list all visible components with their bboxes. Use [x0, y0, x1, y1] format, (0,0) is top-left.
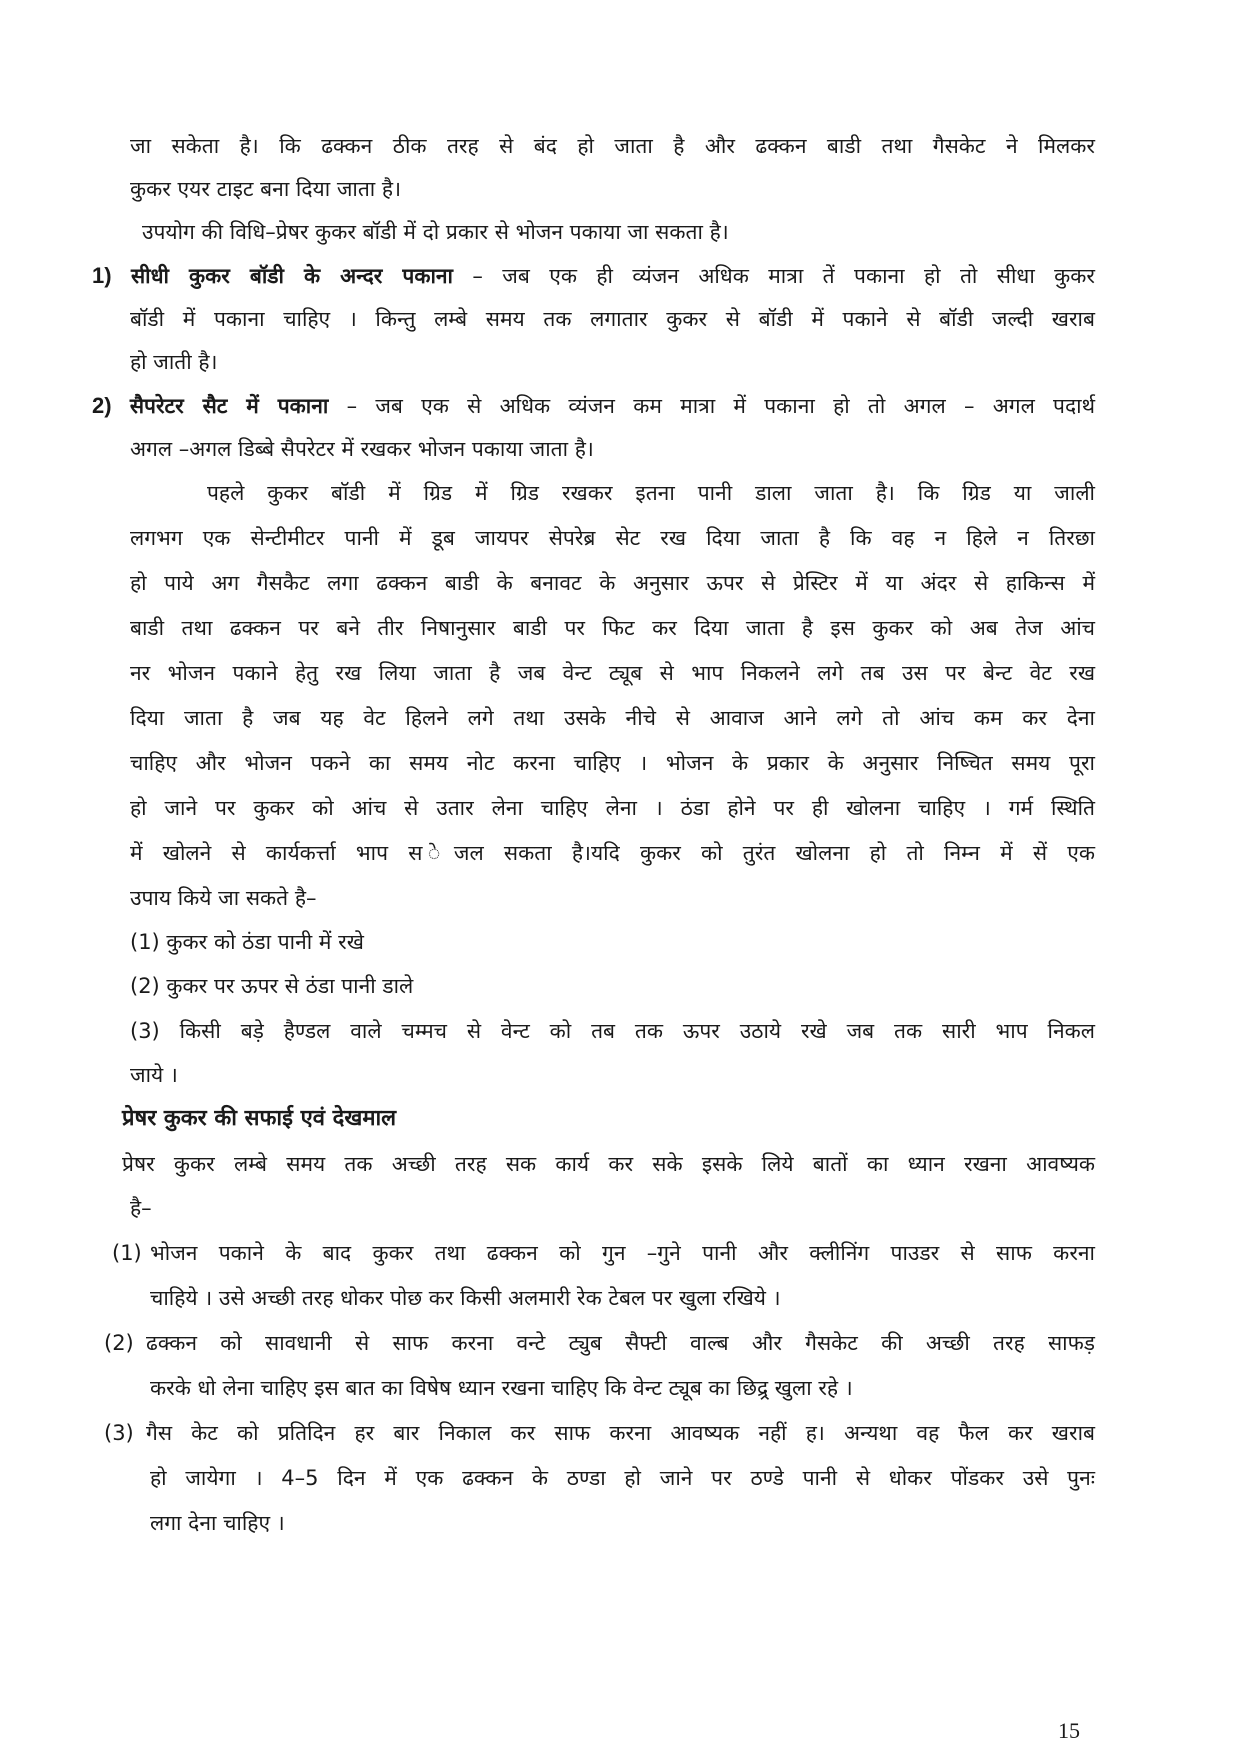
paragraph-line: बाडी तथा ढक्कन पर बने तीर निषानुसार बाडी पर फिट कर दिया जाता है इस कुकर को अब तेज आंच	[130, 616, 1095, 640]
section-heading: प्रेषर कुकर की सफाई एवं देखमाल	[122, 1106, 397, 1131]
care-item: ढक्कन को सावधानी से साफ करना वन्टे ट्युब सैफ्टी वाल्ब और गैसकेट की अच्छी तरह साफड़	[146, 1331, 1095, 1355]
paragraph-line: नर भोजन पकाने हेतु रख लिया जाता है जब वेन्ट ट्यूब से भाप निकलने लगे तब उस पर बेन्ट वेट रख	[130, 661, 1095, 685]
paragraph-line: दिया जाता है जब यह वेट हिलने लगे तथा उसके नीचे से आवाज आने लगे तो आंच कम कर देना	[130, 706, 1095, 730]
care-number: (2)	[104, 1331, 134, 1355]
text-line: बॉडी में पकाना चाहिए । किन्तु लम्बे समय तक लगातार कुकर से बॉडी में पकाने से बॉडी जल्दी खराब	[130, 307, 1095, 331]
paragraph-line: पहले कुकर बॉडी में ग्रिड में ग्रिड रखकर इतना पानी डाला जाता है। कि ग्रिड या जाली	[207, 481, 1095, 505]
care-number: (1)	[112, 1241, 142, 1265]
care-item: भोजन पकाने के बाद कुकर तथा ढक्कन को गुन –गुने पानी और क्लीनिंग पाउडर से साफ करना	[150, 1241, 1095, 1265]
paragraph-line: चाहिए और भोजन पकने का समय नोट करना चाहिए । भोजन के प्रकार के अनुसार निष्चित समय पूरा	[130, 751, 1095, 775]
text-line: कुकर एयर टाइट बना दिया जाता है।	[130, 177, 402, 201]
list-heading: सैपरेटर सैट में पकाना	[129, 394, 329, 418]
list-item-1	[92, 261, 1095, 291]
text-line: हो जाती है।	[130, 350, 218, 374]
page-number: 15	[1058, 1718, 1080, 1743]
step-item: (3) किसी बड़े हैण्डल वाले चम्मच से वेन्ट को तब तक ऊपर उठाये रखे जब तक सारी भाप निकल	[130, 1019, 1095, 1043]
care-item: गैस केट को प्रतिदिन हर बार निकाल कर साफ करना आवष्यक नहीं ह। अन्यथा वह फैल कर खराब	[146, 1421, 1095, 1445]
paragraph-line: उपाय किये जा सकते है–	[130, 886, 317, 910]
text-line: अगल –अगल डिब्बे सैपरेटर में रखकर भोजन पकाया जाता है।	[130, 437, 594, 461]
list-number: 1)	[92, 263, 112, 288]
list-heading: सीधी कुकर बॉडी के अन्दर पकाना	[130, 264, 453, 288]
text-line: जा सकेता है। कि ढक्कन ठीक तरह से बंद हो जाता है और ढक्कन बाडी तथा गैसकेट ने मिलकर	[130, 134, 1095, 158]
care-item: करके धो लेना चाहिए इस बात का विषेष ध्यान रखना चाहिए कि वेन्ट ट्यूब का छिद्र्र खुला रहे ।	[150, 1376, 853, 1400]
paragraph-line: में खोलने से कार्यकर्त्ता भाप स ेजल सकता है।यदि कुकर को तुरंत खोलना हो तो निम्न में सें एक	[130, 841, 1095, 865]
paragraph-line: हो पाये अग गैसकैट लगा ढक्कन बाडी के बनावट के अनुसार ऊपर से प्रेस्टिर में या अंदर से हाकिन्स में	[130, 571, 1095, 595]
list-number: 2)	[92, 393, 112, 418]
step-item: (1) कुकर को ठंडा पानी में रखे	[130, 930, 364, 954]
paragraph-line: लगभग एक सेन्टीमीटर पानी में डूब जायपर सेपरेब्र सेट रख दिया जाता है कि वह न हिले न तिरछा	[130, 526, 1095, 550]
care-item: लगा देना चाहिए ।	[150, 1511, 285, 1535]
care-number: (3)	[104, 1421, 134, 1445]
section-intro: है–	[130, 1196, 152, 1220]
step-item: (2) कुकर पर ऊपर से ठंडा पानी डाले	[130, 974, 414, 998]
section-intro: प्रेषर कुकर लम्बे समय तक अच्छी तरह सक कार्य कर सके इसके लिये बातों का ध्यान रखना आवष्यक	[122, 1152, 1095, 1176]
paragraph-line: हो जाने पर कुकर को आंच से उतार लेना चाहिए लेना । ठंडा होने पर ही खोलना चाहिए । गर्म स्थिति	[130, 796, 1095, 820]
list-text: – जब एक से अधिक व्यंजन कम मात्रा में पकाना हो तो अगल – अगल पदार्थ	[328, 394, 1095, 418]
care-item: चाहिये । उसे अच्छी तरह धोकर पोछ कर किसी अलमारी रेक टेबल पर खुला रखिये ।	[150, 1286, 781, 1310]
care-item: हो जायेगा । 4–5 दिन में एक ढक्कन के ठण्डा हो जाने पर ठण्डे पानी से धोकर पोंडकर उसे पुनः	[150, 1466, 1095, 1490]
list-item-2	[92, 391, 1095, 421]
list-text: – जब एक ही व्यंजन अधिक मात्रा तें पकाना हो तो सीधा कुकर	[453, 264, 1095, 288]
step-item: जाये ।	[130, 1063, 178, 1087]
text-line: उपयोग की विधि–प्रेषर कुकर बॉडी में दो प्रकार से भोजन पकाया जा सकता है।	[142, 220, 729, 244]
